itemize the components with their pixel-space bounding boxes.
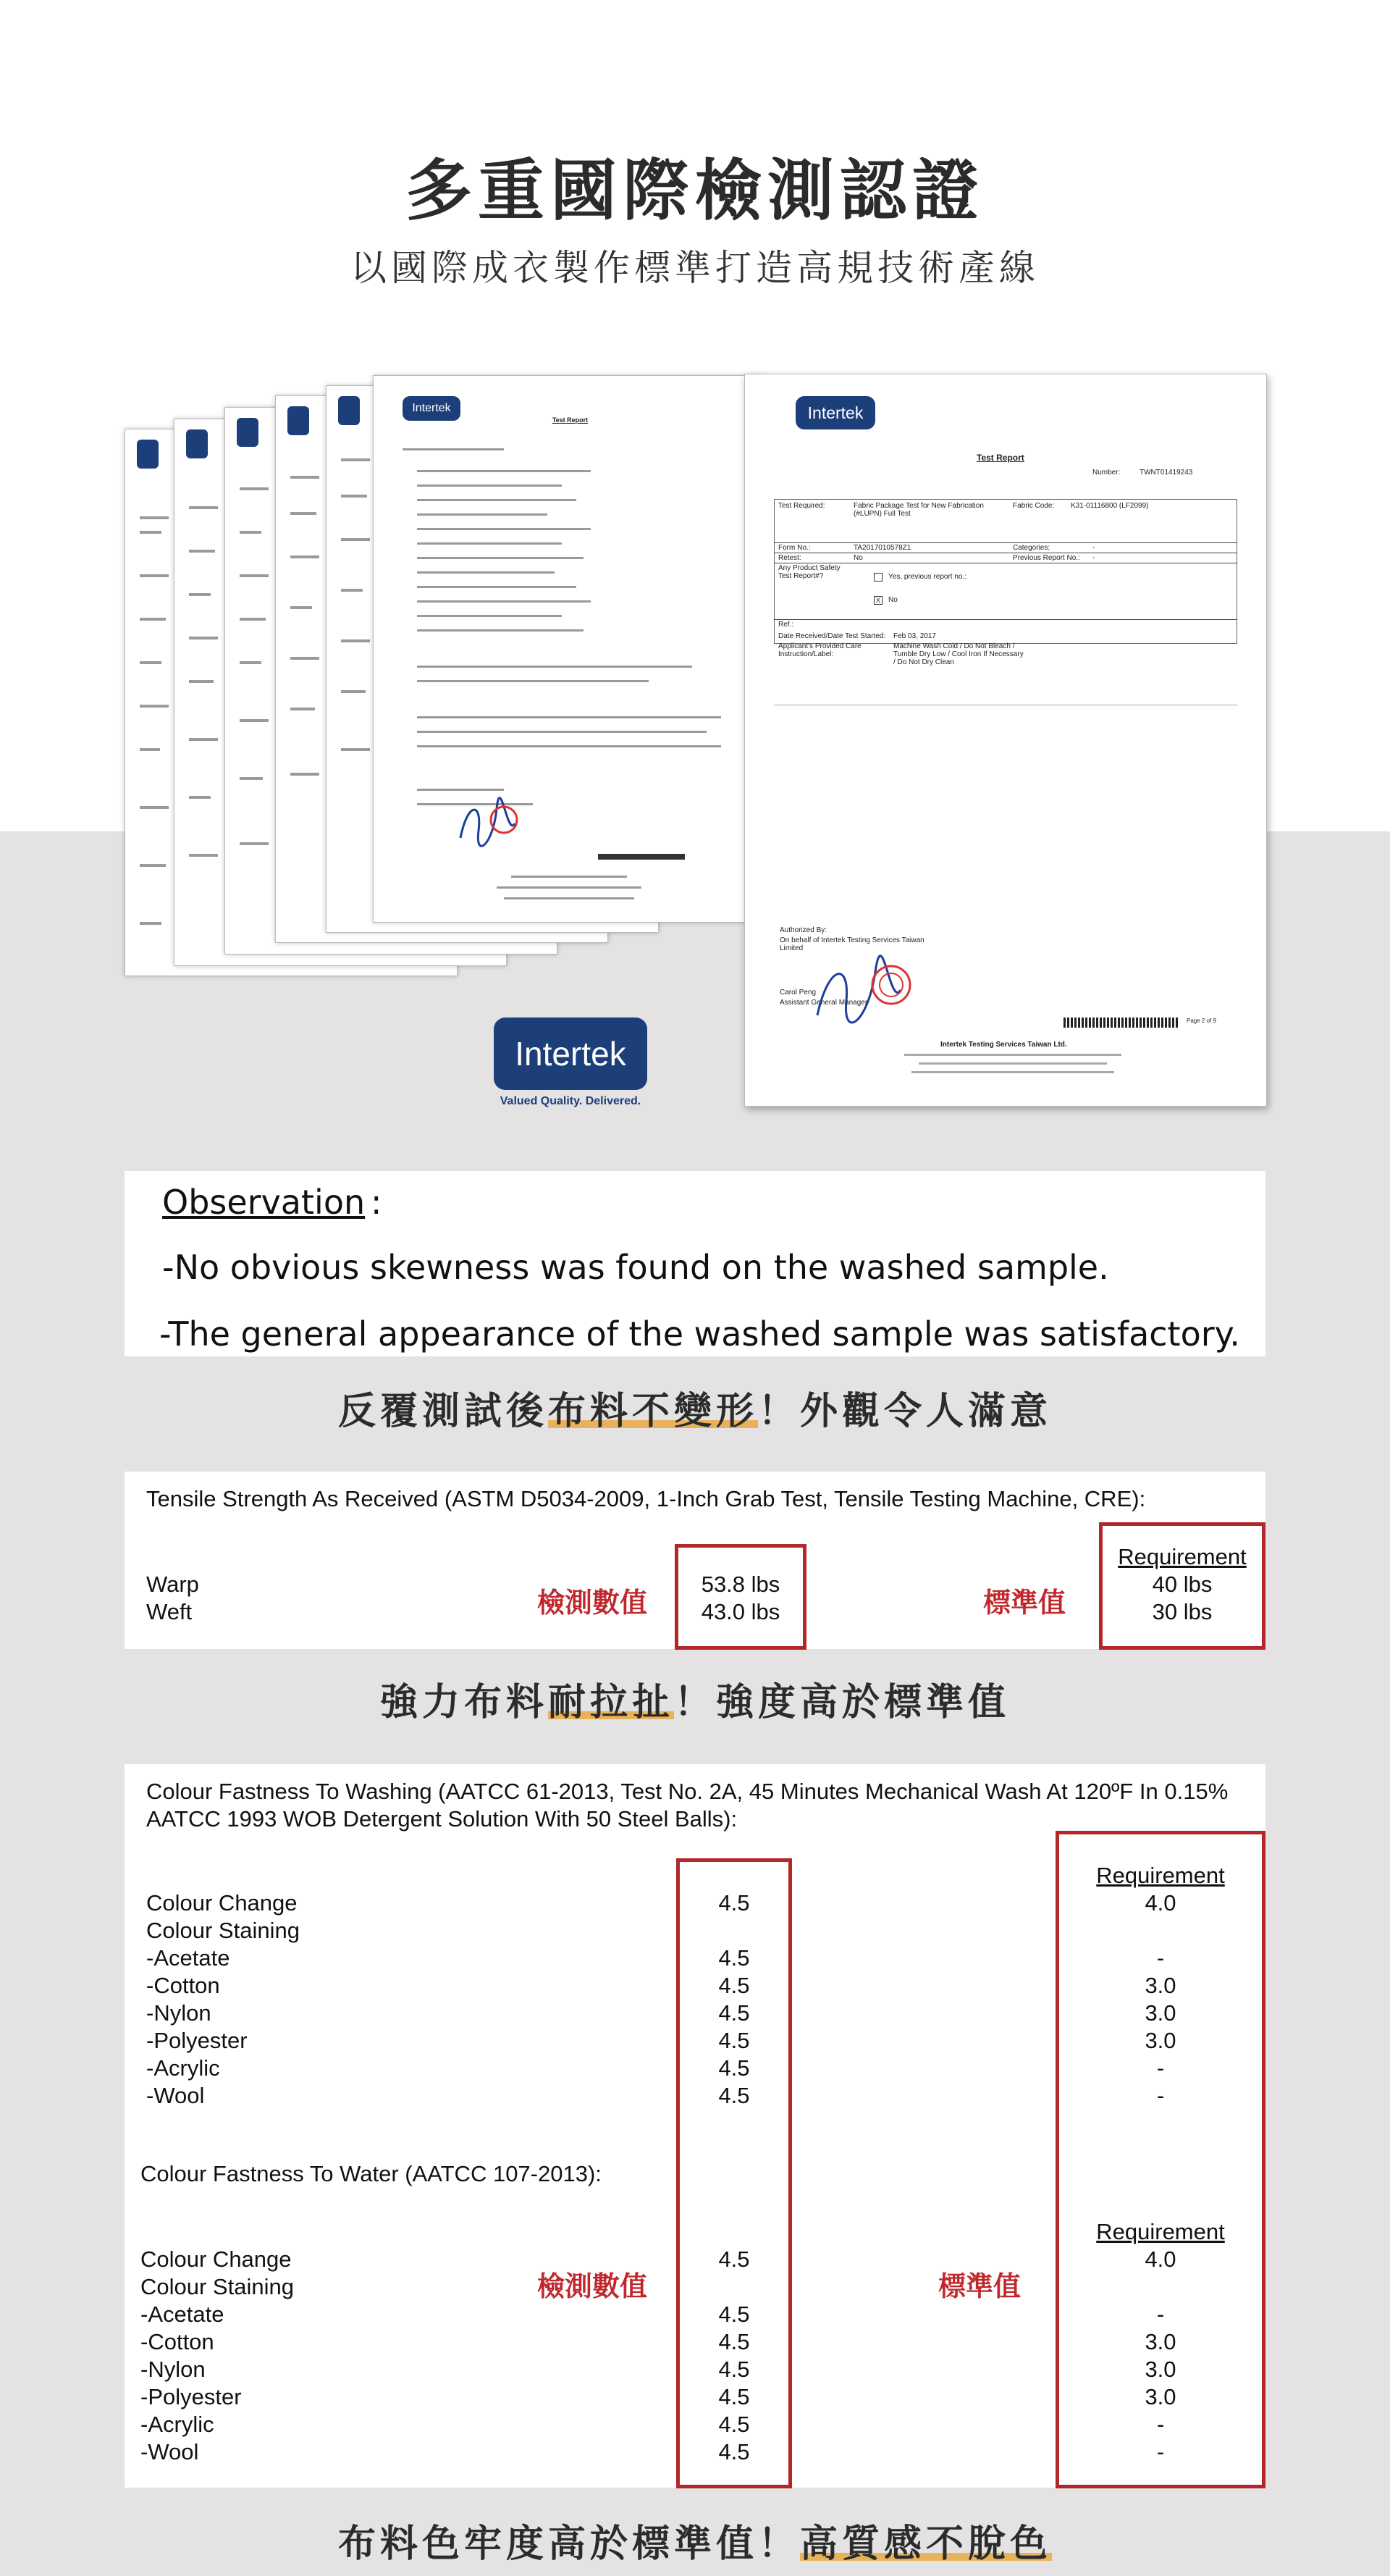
field-value: No — [854, 554, 863, 562]
checkbox-no: X — [874, 596, 883, 605]
page-subtitle: 以國際成衣製作標準打造高規技術產線 — [350, 247, 1040, 289]
page-title: 多重國際檢測認證 — [405, 152, 985, 230]
tensile-requirement-warp: 40 lbs — [1152, 1572, 1213, 1597]
washing-requirement-value: - — [1156, 2055, 1165, 2081]
intertek-mini-logo — [338, 396, 360, 425]
washing-row-label: -Cotton — [146, 1973, 220, 1998]
washing-requirement-value: 4.0 — [1145, 1890, 1176, 1916]
water-measured-value: 4.5 — [718, 2246, 750, 2272]
test-report-page — [744, 374, 1267, 1107]
water-measured-value: 4.5 — [718, 2384, 750, 2409]
field-value: No — [888, 596, 898, 604]
intertek-mini-logo — [137, 440, 159, 469]
washing-requirement-value: 3.0 — [1145, 1973, 1176, 1998]
caption-no-deform: 反覆測試後布料不變形！外觀令人滿意 — [337, 1390, 1053, 1433]
field-label: Any Product Safety Test Report#? — [778, 564, 841, 580]
intertek-logo-badge: Intertek — [494, 1018, 647, 1090]
washing-measured-value: 4.5 — [718, 1890, 750, 1916]
tensile-requirement-heading: Requirement — [1118, 1544, 1247, 1569]
field-label: Ref.: — [778, 621, 794, 629]
washing-heading-2: AATCC 1993 WOB Detergent Solution With 50 Steel Balls): — [146, 1806, 738, 1832]
water-measured-value: 4.5 — [718, 2357, 750, 2382]
standard-value-label: 標準值 — [938, 2270, 1022, 2302]
field-value: TA2017010578Z1 — [854, 544, 911, 552]
observation-heading: Observation — [162, 1183, 366, 1222]
intertek-tagline: Valued Quality. Delivered. — [500, 1095, 641, 1107]
water-requirement-value: - — [1156, 2412, 1165, 2437]
field-value: K31-01116800 (LF2099) — [1071, 502, 1149, 510]
water-row-label: -Wool — [140, 2439, 199, 2464]
field-label: Categories: — [1013, 544, 1050, 552]
washing-measured-value: 4.5 — [718, 2083, 750, 2108]
washing-measured-value: 4.5 — [718, 1973, 750, 1998]
water-requirement-value: 3.0 — [1145, 2329, 1176, 2354]
washing-row-label: -Acetate — [146, 1945, 230, 1971]
washing-row-label: Colour Change — [146, 1890, 298, 1916]
signature-icon — [453, 794, 518, 852]
checkbox-yes — [874, 573, 883, 582]
washing-requirement-heading: Requirement — [1096, 1863, 1225, 1888]
washing-row-label: Colour Staining — [146, 1918, 300, 1943]
water-row-label: -Polyester — [140, 2384, 242, 2409]
tensile-row-weft: Weft — [146, 1599, 193, 1624]
front-sheet-title: Test Report — [552, 416, 589, 424]
washing-requirement-value: 3.0 — [1145, 2028, 1176, 2053]
washing-row-label: -Nylon — [146, 2000, 211, 2026]
caption-colour-fastness: 布料色牢度高於標準值！高質感不脫色 — [337, 2522, 1053, 2566]
field-label: Test Required: — [778, 502, 825, 510]
observation-line-1: -No obvious skewness was found on the washed sample. — [162, 1248, 1109, 1287]
water-requirement-value: - — [1156, 2302, 1165, 2327]
washing-row-label: -Polyester — [146, 2028, 248, 2053]
washing-heading-1: Colour Fastness To Washing (AATCC 61-2013, Test No. 2A, 45 Minutes Mechanical Wash At 120ºF In 0.15% — [146, 1779, 1229, 1804]
field-value: Machine Wash Cold / Do Not Bleach / Tumble Dry Low / Cool Iron If Necessary / Do Not Dry Clean — [893, 642, 1024, 666]
report-number: TWNT01419243 — [1140, 469, 1193, 477]
company-name: Intertek Testing Services Taiwan Ltd. — [940, 1041, 1067, 1049]
tensile-row-warp: Warp — [146, 1572, 199, 1597]
water-measured-value: 4.5 — [718, 2329, 750, 2354]
field-label: Fabric Code: — [1013, 502, 1055, 510]
water-measured-value: 4.5 — [718, 2302, 750, 2327]
washing-requirement-value: - — [1156, 1945, 1165, 1971]
barcode — [1063, 1018, 1179, 1028]
observation-colon: : — [371, 1183, 382, 1222]
washing-requirement-value: 3.0 — [1145, 2000, 1176, 2026]
water-row-label: Colour Staining — [140, 2274, 294, 2299]
authorized-by: Authorized By: — [780, 926, 827, 934]
stack-sheet-front — [373, 375, 767, 923]
water-requirement-value: 3.0 — [1145, 2384, 1176, 2409]
intertek-mini-logo — [237, 418, 258, 447]
water-row-label: -Acetate — [140, 2302, 224, 2327]
colour-fastness-panel — [125, 1764, 1265, 2488]
washing-row-label: -Acrylic — [146, 2055, 220, 2081]
field-value: Yes, previous report no.: — [888, 573, 967, 581]
observation-line-2: -The general appearance of the washed sample was satisfactory. — [159, 1314, 1240, 1354]
report-number-label: Number: — [1092, 469, 1121, 477]
water-measured-value: 4.5 — [718, 2439, 750, 2464]
water-row-label: Colour Change — [140, 2246, 292, 2272]
water-requirement-heading: Requirement — [1096, 2219, 1225, 2244]
field-label: Applicant's Provided Care Instruction/Label: — [778, 642, 862, 658]
measured-value-label: 檢測數值 — [537, 1587, 648, 1619]
water-requirement-value: - — [1156, 2439, 1165, 2464]
washing-measured-value: 4.5 — [718, 2000, 750, 2026]
water-requirement-value: 4.0 — [1145, 2246, 1176, 2272]
washing-measured-value: 4.5 — [718, 2028, 750, 2053]
field-value: - — [1092, 554, 1095, 562]
field-value: Feb 03, 2017 — [893, 632, 936, 640]
washing-requirement-value: - — [1156, 2083, 1165, 2108]
signature-icon — [810, 950, 911, 1030]
tensile-heading: Tensile Strength As Received (ASTM D5034-2009, 1-Inch Grab Test, Tensile Testing Machine, CRE): — [146, 1486, 1146, 1511]
washing-measured-value: 4.5 — [718, 1945, 750, 1971]
signer-name: Carol Peng — [780, 989, 817, 997]
water-row-label: -Cotton — [140, 2329, 214, 2354]
water-heading: Colour Fastness To Water (AATCC 107-2013): — [140, 2161, 602, 2186]
page-number: Page 2 of 9 — [1187, 1018, 1216, 1024]
standard-value-label: 標準值 — [983, 1587, 1066, 1619]
field-value: Fabric Package Test for New Fabrication (#LUPN) Full Test — [854, 502, 984, 518]
field-label: Date Received/Date Test Started: — [778, 632, 886, 640]
field-label: Form No.: — [778, 544, 811, 552]
tensile-measured-warp: 53.8 lbs — [701, 1572, 780, 1597]
washing-measured-value: 4.5 — [718, 2055, 750, 2081]
field-label: Previous Report No.: — [1013, 554, 1080, 562]
report-title: Test Report — [977, 453, 1024, 463]
caption-tensile: 強力布料耐拉扯！強度高於標準值 — [379, 1681, 1011, 1724]
washing-row-label: -Wool — [146, 2083, 205, 2108]
intertek-mini-logo — [186, 429, 208, 458]
signer-title: Assistant General Manager — [780, 999, 868, 1007]
field-label: Retest: — [778, 554, 801, 562]
intertek-logo: Intertek — [403, 396, 460, 421]
intertek-mini-logo — [287, 406, 309, 435]
intertek-logo: Intertek — [796, 396, 875, 429]
observation-panel — [125, 1171, 1265, 1356]
tensile-requirement-weft: 30 lbs — [1152, 1599, 1213, 1624]
water-row-label: -Acrylic — [140, 2412, 214, 2437]
field-value: - — [1092, 544, 1095, 552]
tensile-panel — [125, 1472, 1265, 1649]
measured-value-label: 檢測數值 — [537, 2270, 648, 2302]
water-row-label: -Nylon — [140, 2357, 206, 2382]
on-behalf: On behalf of Intertek Testing Services Taiwan Limited — [780, 936, 924, 952]
water-measured-value: 4.5 — [718, 2412, 750, 2437]
water-requirement-value: 3.0 — [1145, 2357, 1176, 2382]
tensile-measured-weft: 43.0 lbs — [701, 1599, 780, 1624]
